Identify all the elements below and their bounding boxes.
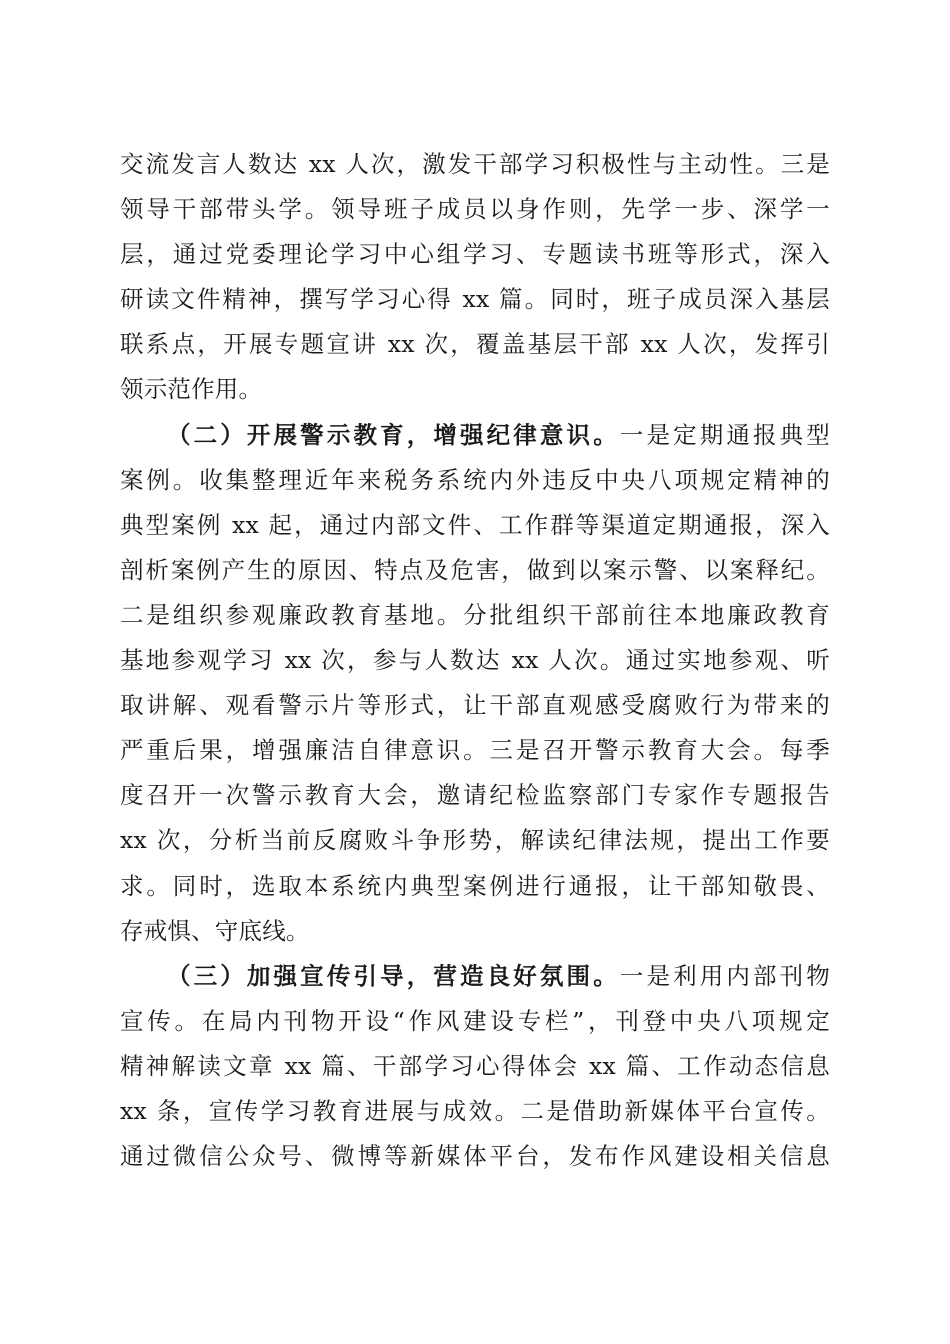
section-heading-2: （二）开展警示教育，增强纪律意识。 <box>167 420 620 449</box>
text-line: 二是组织参观廉政教育基地。分批组织干部前往本地廉政教育 <box>120 600 830 629</box>
text-line: 基地参观学习 xx 次，参与人数达 xx 人次。通过实地参观、听 <box>120 646 830 675</box>
text-line: 典型案例 xx 起，通过内部文件、工作群等渠道定期通报，深入 <box>120 510 830 539</box>
paragraph-3 <box>120 954 830 1179</box>
text-line-first <box>120 413 830 458</box>
text-line: 交流发言人数达 xx 人次，激发干部学习积极性与主动性。三是 <box>120 150 830 178</box>
text-line: 领示范作用。 <box>120 375 263 404</box>
section-heading-3: （三）加强宣传引导，营造良好氛围。 <box>167 961 620 990</box>
text-line: 取讲解、观看警示片等形式，让干部直观感受腐败行为带来的 <box>120 691 830 720</box>
text-run: 一是定期通报典型 <box>619 420 830 449</box>
body-text <box>120 142 830 1179</box>
text-run: 一是利用内部刊物 <box>619 961 830 990</box>
text-line: 存戒惧、守底线。 <box>120 916 310 945</box>
text-line: 严重后果，增强廉洁自律意识。三是召开警示教育大会。每季 <box>120 736 830 765</box>
text-line: 案例。收集整理近年来税务系统内外违反中央八项规定精神的 <box>120 465 830 494</box>
text-line: 度召开一次警示教育大会，邀请纪检监察部门专家作专题报告 <box>120 781 830 810</box>
text-line: xx 次，分析当前反腐败斗争形势，解读纪律法规，提出工作要 <box>120 826 830 855</box>
text-line: 精神解读文章 xx 篇、干部学习心得体会 xx 篇、工作动态信息 <box>120 1051 830 1080</box>
text-line-first <box>120 954 830 999</box>
paragraph-2 <box>120 413 830 954</box>
paragraph-1 <box>120 142 830 413</box>
text-line: 联系点，开展专题宣讲 xx 次，覆盖基层干部 xx 人次，发挥引 <box>120 330 830 359</box>
text-line: 研读文件精神，撰写学习心得 xx 篇。同时，班子成员深入基层 <box>120 285 830 314</box>
text-line: 求。同时，选取本系统内典型案例进行通报，让干部知敬畏、 <box>120 871 830 900</box>
text-line: 层，通过党委理论学习中心组学习、专题读书班等形式，深入 <box>120 240 830 269</box>
text-line: xx 条，宣传学习教育进展与成效。二是借助新媒体平台宣传。 <box>120 1096 830 1125</box>
text-line: 剖析案例产生的原因、特点及危害，做到以案示警、以案释纪。 <box>120 555 830 584</box>
text-line: 通过微信公众号、微博等新媒体平台，发布作风建设相关信息 <box>120 1142 830 1171</box>
text-line: 领导干部带头学。领导班子成员以身作则，先学一步、深学一 <box>120 195 830 224</box>
text-line: 宣传。在局内刊物开设“作风建设专栏”，刊登中央八项规定 <box>120 1006 830 1035</box>
